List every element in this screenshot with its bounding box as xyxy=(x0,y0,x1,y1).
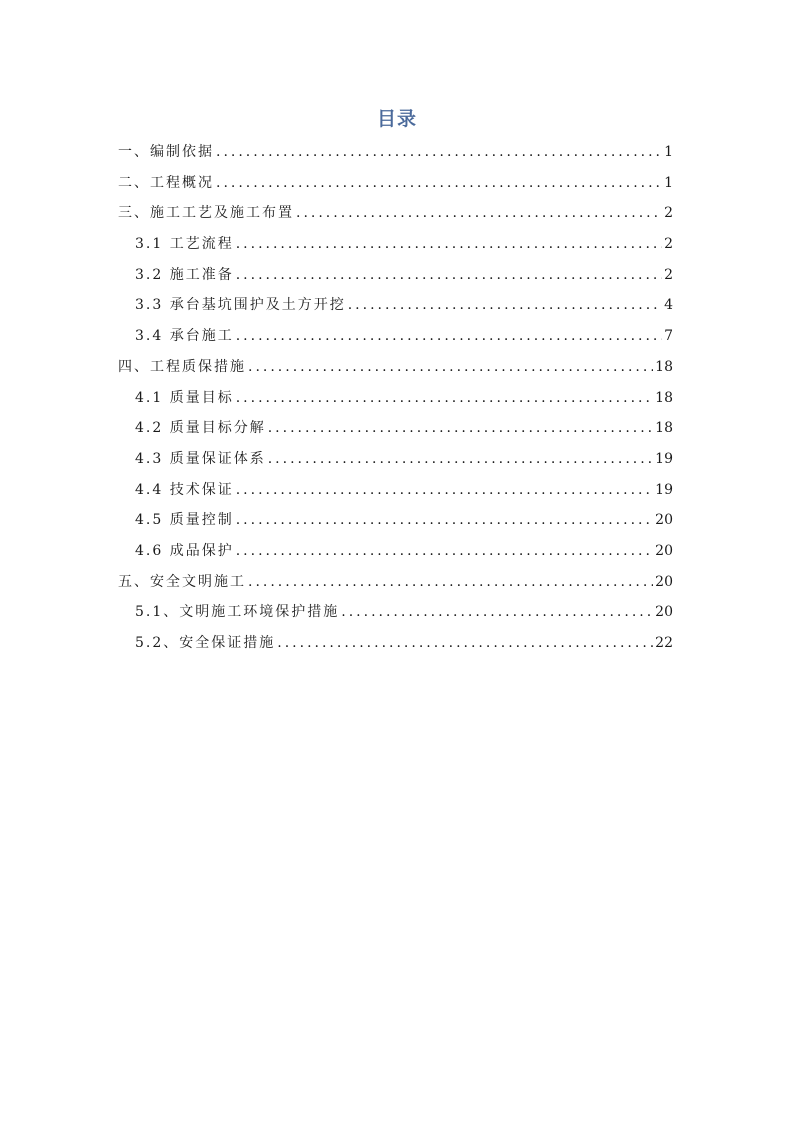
dot-leader xyxy=(248,355,653,379)
dot-leader xyxy=(236,478,653,502)
toc-entry-quality-measures[interactable] xyxy=(118,355,673,386)
toc-entry-compilation-basis[interactable] xyxy=(118,140,673,171)
toc-entry-finished-product-protection[interactable] xyxy=(118,539,673,570)
toc-entry-label: 一、编制依据 xyxy=(118,144,214,160)
toc-entry-label: 4.2 质量目标分解 xyxy=(135,420,266,437)
dot-leader xyxy=(341,600,653,624)
toc-entry-page-number: 4 xyxy=(664,297,673,314)
toc-entry-label: 5.2、安全保证措施 xyxy=(135,635,276,651)
toc-entry-label: 3.3 承台基坑围护及土方开挖 xyxy=(135,297,346,314)
toc-entry-page-number: 20 xyxy=(655,542,673,559)
toc-entry-page-number: 2 xyxy=(664,266,673,283)
toc-entry-page-number: 1 xyxy=(664,144,673,160)
toc-entry-label: 4.3 质量保证体系 xyxy=(135,450,266,467)
toc-entry-page-number: 20 xyxy=(655,512,673,529)
toc-entry-label: 三、施工工艺及施工布置 xyxy=(118,205,294,222)
toc-entry-label: 五、安全文明施工 xyxy=(118,573,246,590)
dot-leader xyxy=(277,631,653,655)
toc-entry-pit-support-excavation[interactable] xyxy=(118,293,673,324)
toc-entry-page-number: 7 xyxy=(664,328,673,345)
toc-entry-label: 4.5 质量控制 xyxy=(135,512,234,529)
toc-entry-label: 4.6 成品保护 xyxy=(135,542,234,559)
toc-entry-page-number: 20 xyxy=(655,573,673,590)
toc-entry-construction-preparation[interactable] xyxy=(118,263,673,294)
dot-leader xyxy=(236,386,653,410)
toc-entry-construction-process[interactable] xyxy=(118,201,673,232)
dot-leader xyxy=(216,140,662,164)
toc-entry-label: 四、工程质保措施 xyxy=(118,358,246,375)
toc-entry-safe-civilized-construction[interactable] xyxy=(118,570,673,601)
toc-entry-quality-control[interactable] xyxy=(118,508,673,539)
dot-leader xyxy=(268,447,653,471)
dot-leader xyxy=(296,201,662,225)
toc-entry-page-number: 18 xyxy=(655,420,673,437)
toc-entry-page-number: 1 xyxy=(664,174,673,191)
toc-entry-technical-assurance[interactable] xyxy=(118,478,673,509)
toc-entry-label: 3.4 承台施工 xyxy=(135,328,234,345)
dot-leader xyxy=(216,171,662,195)
toc-entry-quality-target[interactable] xyxy=(118,386,673,417)
toc-entry-label: 二、工程概况 xyxy=(118,174,214,191)
toc-entry-label: 3.1 工艺流程 xyxy=(135,236,234,253)
toc-entry-environmental-protection[interactable] xyxy=(118,600,673,631)
toc-entry-label: 3.2 施工准备 xyxy=(135,266,234,283)
toc-entry-label: 5.1、文明施工环境保护措施 xyxy=(135,604,340,621)
toc-title: 目录 xyxy=(376,108,417,130)
toc-entry-page-number: 18 xyxy=(655,389,673,406)
dot-leader xyxy=(236,539,653,563)
toc-entry-safety-assurance[interactable] xyxy=(118,631,673,662)
toc-entry-page-number: 18 xyxy=(655,358,673,375)
toc-entry-label: 4.4 技术保证 xyxy=(135,481,234,498)
toc-entry-quality-assurance-system[interactable] xyxy=(118,447,673,478)
toc-entry-label: 4.1 质量目标 xyxy=(135,389,234,406)
toc-entry-page-number: 20 xyxy=(655,604,673,621)
toc-entry-process-flow[interactable] xyxy=(118,232,673,263)
toc-entry-quality-target-breakdown[interactable] xyxy=(118,416,673,447)
toc-entry-page-number: 2 xyxy=(664,205,673,222)
dot-leader xyxy=(268,416,653,440)
toc-entry-project-overview[interactable] xyxy=(118,171,673,202)
dot-leader xyxy=(236,324,662,348)
table-of-contents xyxy=(118,140,673,662)
toc-entry-page-number: 19 xyxy=(655,450,673,467)
dot-leader xyxy=(236,508,653,532)
toc-entry-page-number: 2 xyxy=(664,236,673,253)
dot-leader xyxy=(248,570,653,594)
dot-leader xyxy=(236,232,662,256)
toc-entry-pile-cap-construction[interactable] xyxy=(118,324,673,355)
toc-entry-page-number: 22 xyxy=(655,635,673,651)
dot-leader xyxy=(236,263,662,287)
toc-entry-page-number: 19 xyxy=(655,481,673,498)
dot-leader xyxy=(348,293,662,317)
